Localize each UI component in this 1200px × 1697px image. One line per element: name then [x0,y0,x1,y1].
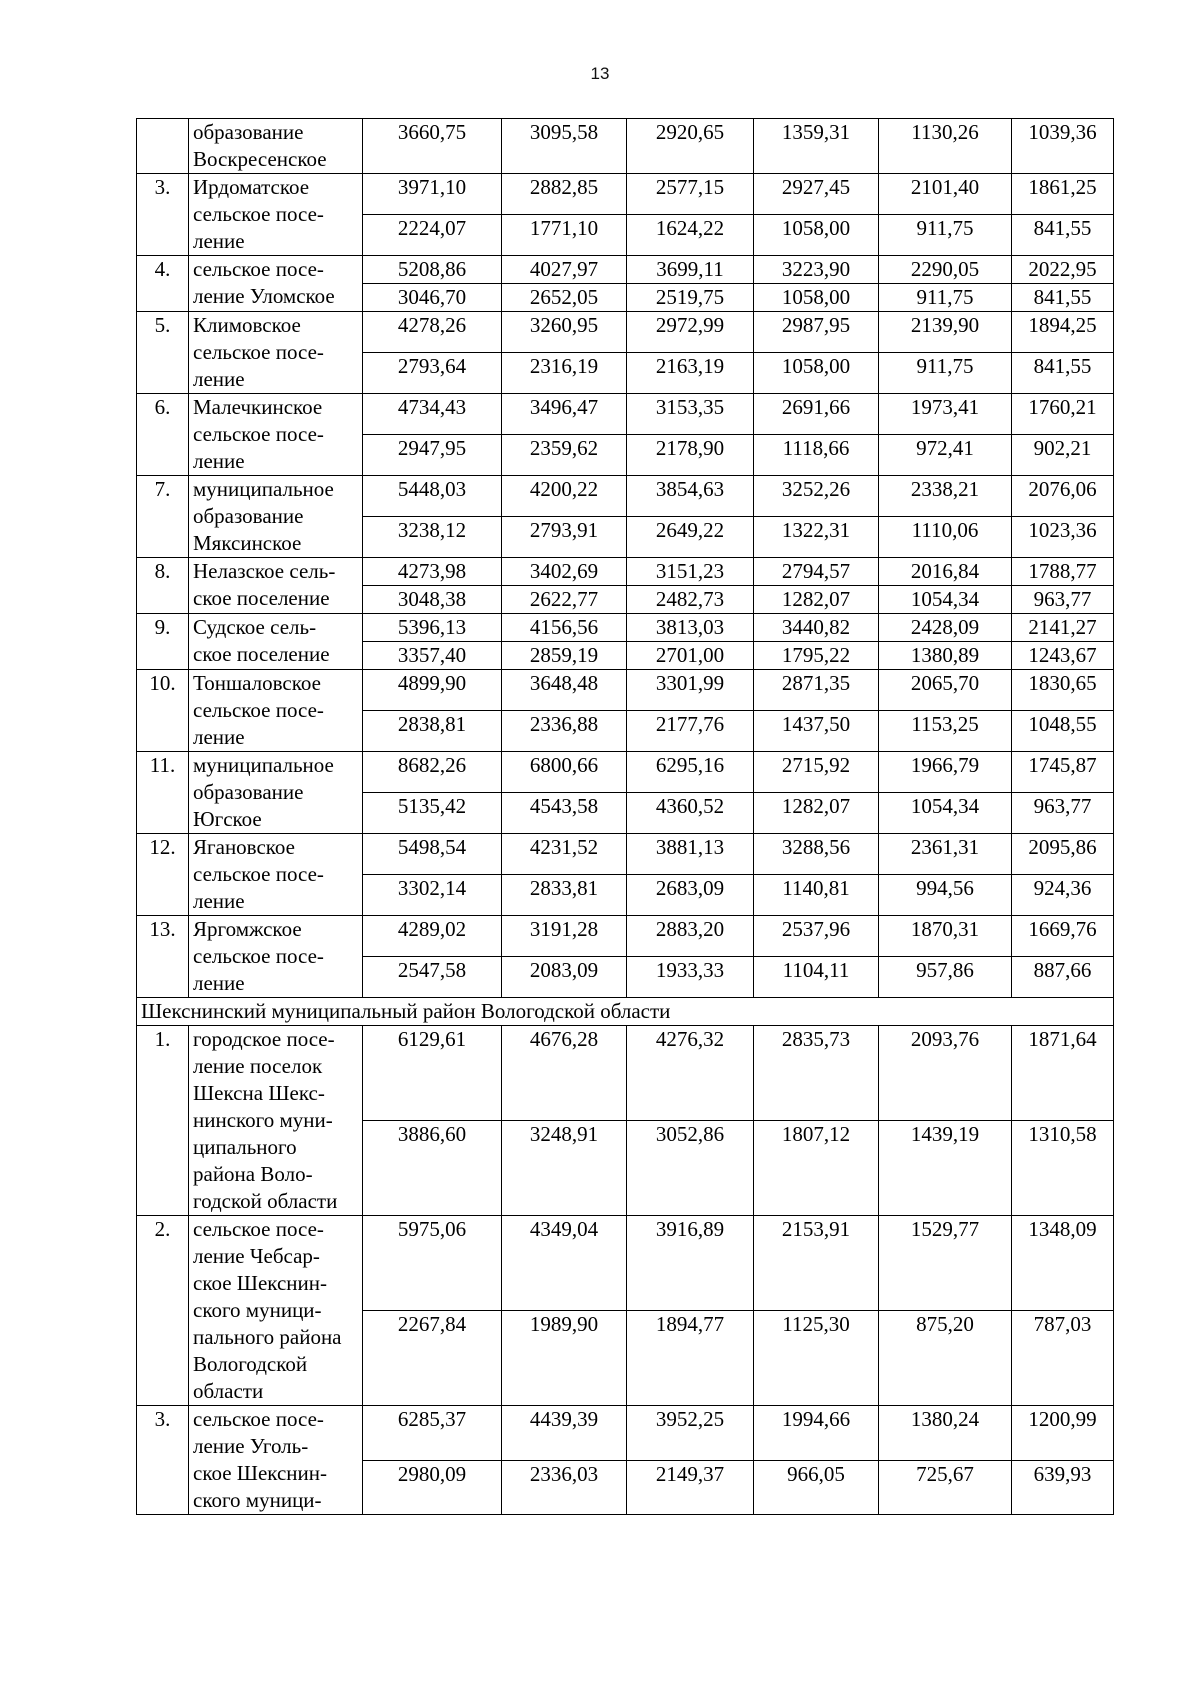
value-cell: 2833,81 [502,875,627,916]
value-cell: 1973,41 [879,394,1012,435]
settlement-name-line: ление [193,971,245,995]
value-cell: 2927,45 [754,174,879,215]
value-cell: 2947,95 [363,435,502,476]
row-number: 3. [137,174,189,256]
value-cell: 1104,11 [754,957,879,998]
value-cell: 787,03 [1012,1311,1114,1406]
settlement-name-line: ского муници- [193,1488,322,1512]
settlement-name-line: муниципальное [193,753,334,777]
value-cell: 2083,09 [502,957,627,998]
value-cell: 2519,75 [627,284,754,312]
value-cell: 3260,95 [502,312,627,353]
settlement-name-line: сельское посе- [193,944,324,968]
settlement-name [189,1216,363,1406]
value-cell: 1039,36 [1012,119,1114,174]
settlement-name [189,312,363,394]
value-cell: 2980,09 [363,1460,502,1515]
value-cell: 1669,76 [1012,916,1114,957]
value-cell: 2149,37 [627,1460,754,1515]
value-cell: 6129,61 [363,1026,502,1121]
settlement-name-line: ление Уголь- [193,1434,309,1458]
value-cell: 1023,36 [1012,517,1114,558]
value-cell: 3881,13 [627,834,754,875]
settlement-name-line: сельское посе- [193,257,324,281]
value-cell: 1282,07 [754,793,879,834]
settlement-name-line: сельское посе- [193,422,324,446]
value-cell: 3357,40 [363,642,502,670]
value-cell: 1788,77 [1012,558,1114,586]
value-cell: 3223,90 [754,256,879,284]
value-cell: 3248,91 [502,1121,627,1216]
value-cell: 2336,03 [502,1460,627,1515]
section-heading: Шекснинский муниципальный район Вологодской области [137,998,1114,1026]
settlement-name-line: ское поселение [193,642,330,666]
table-row [137,174,1114,215]
value-cell: 6295,16 [627,752,754,793]
value-cell: 972,41 [879,435,1012,476]
value-cell: 5448,03 [363,476,502,517]
value-cell: 1243,67 [1012,642,1114,670]
settlement-name-line: Нелазское сель- [193,559,336,583]
table-row [137,1406,1114,1461]
table-row [137,916,1114,957]
value-cell: 911,75 [879,353,1012,394]
value-cell: 4734,43 [363,394,502,435]
settlement-name-line: ское поселение [193,586,330,610]
settlement-name-line: Мяксинское [193,531,302,555]
value-cell: 4349,04 [502,1216,627,1311]
value-cell: 875,20 [879,1311,1012,1406]
settlement-name-line: сельское посе- [193,698,324,722]
table-row [137,752,1114,793]
value-cell: 1200,99 [1012,1406,1114,1461]
value-cell: 3095,58 [502,119,627,174]
value-cell: 4278,26 [363,312,502,353]
row-number: 4. [137,256,189,312]
value-cell: 4676,28 [502,1026,627,1121]
settlement-name [189,752,363,834]
value-cell: 1048,55 [1012,711,1114,752]
value-cell: 924,36 [1012,875,1114,916]
settlement-name-line: Вологодской [193,1352,308,1376]
value-cell: 1130,26 [879,119,1012,174]
settlement-name-line: Малечкинское [193,395,323,419]
value-cell: 2076,06 [1012,476,1114,517]
settlement-name-line: сельское посе- [193,340,324,364]
settlement-name [189,670,363,752]
value-cell: 2537,96 [754,916,879,957]
value-cell: 2428,09 [879,614,1012,642]
value-cell: 2224,07 [363,215,502,256]
value-cell: 5975,06 [363,1216,502,1311]
value-cell: 2972,99 [627,312,754,353]
value-cell: 5498,54 [363,834,502,875]
settlement-name-line: ление [193,889,245,913]
settlement-name [189,1406,363,1515]
value-cell: 1624,22 [627,215,754,256]
settlement-name-line: Климовское [193,313,301,337]
row-number [137,119,189,174]
table-row [137,256,1114,284]
section-row [137,998,1114,1026]
settlement-name-line: сельское посе- [193,862,324,886]
value-cell: 5135,42 [363,793,502,834]
settlement-name-line: ление [193,449,245,473]
value-cell: 1771,10 [502,215,627,256]
value-cell: 1118,66 [754,435,879,476]
value-cell: 3153,35 [627,394,754,435]
settlement-name-line: ципального [193,1135,297,1159]
row-number: 9. [137,614,189,670]
value-cell: 2794,57 [754,558,879,586]
value-cell: 2336,88 [502,711,627,752]
value-cell: 1380,24 [879,1406,1012,1461]
value-cell: 2652,05 [502,284,627,312]
value-cell: 3048,38 [363,586,502,614]
row-number: 5. [137,312,189,394]
value-cell: 2838,81 [363,711,502,752]
tariff-table [136,118,1114,1515]
value-cell: 1933,33 [627,957,754,998]
value-cell: 841,55 [1012,284,1114,312]
value-cell: 2547,58 [363,957,502,998]
value-cell: 4360,52 [627,793,754,834]
value-cell: 3252,26 [754,476,879,517]
value-cell: 1380,89 [879,642,1012,670]
settlement-name-line: Ягановское [193,835,296,859]
value-cell: 1058,00 [754,215,879,256]
settlement-name-line: ление поселок [193,1054,323,1078]
value-cell: 2701,00 [627,642,754,670]
value-cell: 3648,48 [502,670,627,711]
table-row [137,558,1114,586]
settlement-name-line: Воскресенское [193,147,327,171]
value-cell: 1054,34 [879,586,1012,614]
value-cell: 3496,47 [502,394,627,435]
value-cell: 1439,19 [879,1121,1012,1216]
settlement-name-line: городское посе- [193,1027,335,1051]
value-cell: 3302,14 [363,875,502,916]
settlement-name-line: Тоншаловское [193,671,321,695]
value-cell: 2101,40 [879,174,1012,215]
value-cell: 4899,90 [363,670,502,711]
value-cell: 3660,75 [363,119,502,174]
settlement-name-line: пального района [193,1325,342,1349]
table-row [137,670,1114,711]
value-cell: 2093,76 [879,1026,1012,1121]
value-cell: 5396,13 [363,614,502,642]
table-row [137,614,1114,642]
value-cell: 1894,77 [627,1311,754,1406]
value-cell: 1861,25 [1012,174,1114,215]
row-number: 6. [137,394,189,476]
value-cell: 2987,95 [754,312,879,353]
value-cell: 2683,09 [627,875,754,916]
value-cell: 3699,11 [627,256,754,284]
settlement-name-line: Шексна Шекс- [193,1081,325,1105]
value-cell: 4289,02 [363,916,502,957]
value-cell: 2178,90 [627,435,754,476]
table-row [137,476,1114,517]
value-cell: 4156,56 [502,614,627,642]
value-cell: 4231,52 [502,834,627,875]
value-cell: 2177,76 [627,711,754,752]
value-cell: 1359,31 [754,119,879,174]
table-row [137,119,1114,174]
value-cell: 2359,62 [502,435,627,476]
value-cell: 1894,25 [1012,312,1114,353]
value-cell: 887,66 [1012,957,1114,998]
value-cell: 4439,39 [502,1406,627,1461]
value-cell: 2871,35 [754,670,879,711]
value-cell: 6285,37 [363,1406,502,1461]
value-cell: 911,75 [879,284,1012,312]
settlement-name-line: области [193,1379,264,1403]
value-cell: 3952,25 [627,1406,754,1461]
value-cell: 3916,89 [627,1216,754,1311]
value-cell: 2139,90 [879,312,1012,353]
value-cell: 963,77 [1012,793,1114,834]
settlement-name-line: годской области [193,1189,338,1213]
settlement-name-line: ление [193,229,245,253]
value-cell: 2267,84 [363,1311,502,1406]
table-row [137,834,1114,875]
value-cell: 2141,27 [1012,614,1114,642]
value-cell: 1153,25 [879,711,1012,752]
settlement-name-line: района Воло- [193,1162,313,1186]
value-cell: 2290,05 [879,256,1012,284]
settlement-name [189,834,363,916]
value-cell: 3046,70 [363,284,502,312]
value-cell: 4543,58 [502,793,627,834]
settlement-name [189,558,363,614]
value-cell: 2153,91 [754,1216,879,1311]
value-cell: 841,55 [1012,215,1114,256]
settlement-name [189,1026,363,1216]
value-cell: 3238,12 [363,517,502,558]
row-number: 3. [137,1406,189,1515]
value-cell: 3052,86 [627,1121,754,1216]
value-cell: 3402,69 [502,558,627,586]
settlement-name [189,916,363,998]
value-cell: 994,56 [879,875,1012,916]
value-cell: 1989,90 [502,1311,627,1406]
value-cell: 639,93 [1012,1460,1114,1515]
value-cell: 2793,64 [363,353,502,394]
value-cell: 957,86 [879,957,1012,998]
value-cell: 1795,22 [754,642,879,670]
value-cell: 3301,99 [627,670,754,711]
value-cell: 2882,85 [502,174,627,215]
row-number: 12. [137,834,189,916]
row-number: 2. [137,1216,189,1406]
settlement-name-line: ление Уломское [193,284,335,308]
page-number: 13 [590,64,610,83]
settlement-name-line: ление [193,725,245,749]
value-cell: 2649,22 [627,517,754,558]
value-cell: 1322,31 [754,517,879,558]
row-number: 10. [137,670,189,752]
settlement-name [189,256,363,312]
settlement-name-line: ское Шекснин- [193,1271,327,1295]
settlement-name [189,119,363,174]
value-cell: 963,77 [1012,586,1114,614]
value-cell: 3854,63 [627,476,754,517]
value-cell: 1760,21 [1012,394,1114,435]
value-cell: 4273,98 [363,558,502,586]
value-cell: 6800,66 [502,752,627,793]
value-cell: 2622,77 [502,586,627,614]
value-cell: 4200,22 [502,476,627,517]
value-cell: 2920,65 [627,119,754,174]
row-number: 11. [137,752,189,834]
settlement-name [189,614,363,670]
row-number: 7. [137,476,189,558]
value-cell: 2095,86 [1012,834,1114,875]
value-cell: 3971,10 [363,174,502,215]
settlement-name-line: образование [193,780,304,804]
settlement-name-line: Судское сель- [193,615,317,639]
value-cell: 1966,79 [879,752,1012,793]
value-cell: 1437,50 [754,711,879,752]
value-cell: 3886,60 [363,1121,502,1216]
settlement-name-line: Ирдоматское [193,175,310,199]
settlement-name-line: сельское посе- [193,1407,324,1431]
value-cell: 2482,73 [627,586,754,614]
value-cell: 1310,58 [1012,1121,1114,1216]
settlement-name [189,174,363,256]
value-cell: 2835,73 [754,1026,879,1121]
settlement-name [189,476,363,558]
value-cell: 2859,19 [502,642,627,670]
value-cell: 1140,81 [754,875,879,916]
row-number: 8. [137,558,189,614]
value-cell: 1870,31 [879,916,1012,957]
settlement-name-line: ление [193,367,245,391]
value-cell: 1745,87 [1012,752,1114,793]
settlement-name-line: нинского муни- [193,1108,333,1132]
value-cell: 1529,77 [879,1216,1012,1311]
value-cell: 1348,09 [1012,1216,1114,1311]
value-cell: 1282,07 [754,586,879,614]
value-cell: 1807,12 [754,1121,879,1216]
value-cell: 2163,19 [627,353,754,394]
settlement-name-line: муниципальное [193,477,334,501]
value-cell: 2793,91 [502,517,627,558]
value-cell: 3440,82 [754,614,879,642]
value-cell: 1830,65 [1012,670,1114,711]
table-row [137,1216,1114,1311]
value-cell: 2016,84 [879,558,1012,586]
value-cell: 3151,23 [627,558,754,586]
value-cell: 2316,19 [502,353,627,394]
value-cell: 1058,00 [754,284,879,312]
value-cell: 8682,26 [363,752,502,793]
value-cell: 3191,28 [502,916,627,957]
value-cell: 725,67 [879,1460,1012,1515]
table-row [137,312,1114,353]
value-cell: 2883,20 [627,916,754,957]
row-number: 1. [137,1026,189,1216]
value-cell: 3288,56 [754,834,879,875]
settlement-name-line: ление Чебсар- [193,1244,320,1268]
value-cell: 841,55 [1012,353,1114,394]
value-cell: 1125,30 [754,1311,879,1406]
settlement-name [189,394,363,476]
value-cell: 5208,86 [363,256,502,284]
settlement-name-line: сельское посе- [193,1217,324,1241]
value-cell: 3813,03 [627,614,754,642]
value-cell: 2691,66 [754,394,879,435]
value-cell: 2361,31 [879,834,1012,875]
settlement-name-line: Югское [193,807,262,831]
value-cell: 1110,06 [879,517,1012,558]
value-cell: 2338,21 [879,476,1012,517]
value-cell: 1871,64 [1012,1026,1114,1121]
settlement-name-line: образование [193,120,304,144]
value-cell: 1054,34 [879,793,1012,834]
value-cell: 2022,95 [1012,256,1114,284]
value-cell: 4027,97 [502,256,627,284]
value-cell: 911,75 [879,215,1012,256]
value-cell: 1994,66 [754,1406,879,1461]
settlement-name-line: ского муници- [193,1298,322,1322]
table-row [137,1026,1114,1121]
table-row [137,394,1114,435]
value-cell: 902,21 [1012,435,1114,476]
value-cell: 2065,70 [879,670,1012,711]
settlement-name-line: образование [193,504,304,528]
value-cell: 1058,00 [754,353,879,394]
value-cell: 966,05 [754,1460,879,1515]
settlement-name-line: Яргомжское [193,917,302,941]
value-cell: 2577,15 [627,174,754,215]
settlement-name-line: ское Шекснин- [193,1461,327,1485]
value-cell: 2715,92 [754,752,879,793]
value-cell: 4276,32 [627,1026,754,1121]
row-number: 13. [137,916,189,998]
settlement-name-line: сельское посе- [193,202,324,226]
